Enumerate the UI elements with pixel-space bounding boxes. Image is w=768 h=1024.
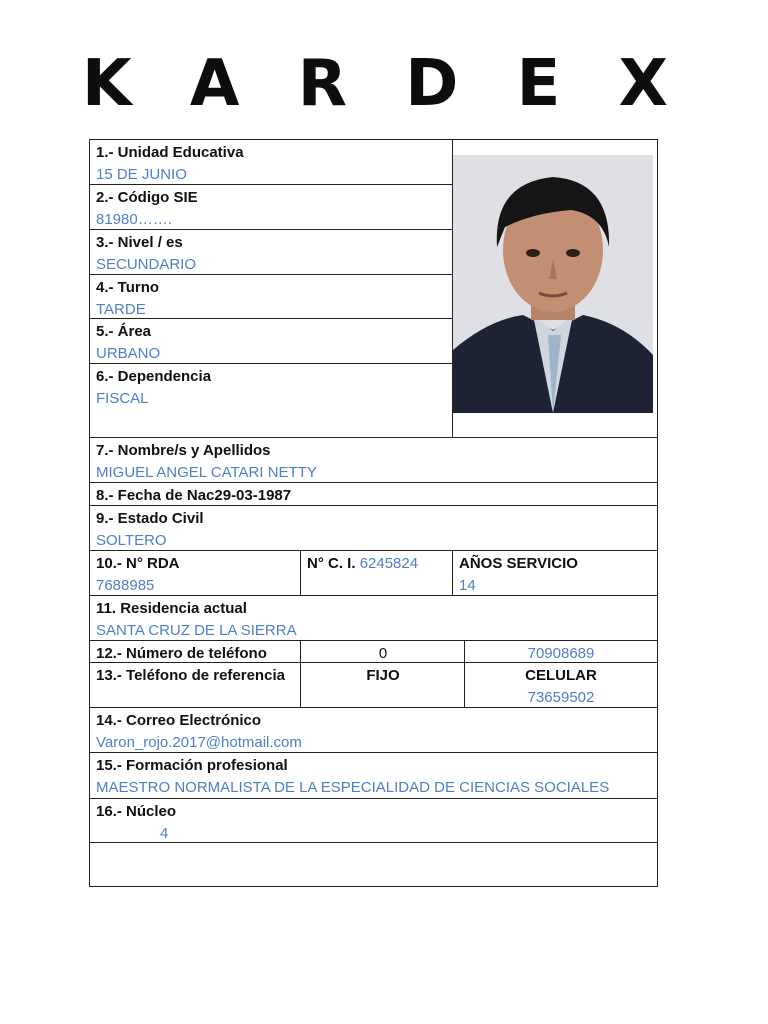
dependencia	[90, 364, 453, 410]
ci	[301, 551, 453, 575]
nucleo-label: 16.- Núcleo	[96, 803, 177, 820]
fijo-label: FIJO	[366, 667, 400, 684]
turno-value: TARDE	[96, 301, 146, 318]
turno-label: 4.- Turno	[96, 279, 160, 296]
telefono-label: 12.- Número de teléfono	[96, 645, 267, 662]
rda-label: 10.- N° RDA	[96, 555, 180, 572]
nivel-value: SECUNDARIO	[96, 256, 197, 273]
referencia-label: 13.- Teléfono de referencia	[96, 667, 285, 684]
telefono-value2: 70908689	[527, 645, 595, 662]
page-title: K A R D E X	[82, 47, 686, 121]
anios-label: AÑOS SERVICIO	[459, 555, 578, 572]
kardex-form	[89, 139, 658, 887]
nucleo	[90, 799, 657, 845]
telefono-value1: 0	[378, 645, 388, 662]
celular-label: CELULAR	[525, 667, 597, 684]
anios-servicio	[453, 551, 657, 597]
residencia	[90, 596, 657, 642]
formacion-label: 15.- Formación profesional	[96, 757, 288, 774]
referencia-celular	[465, 663, 657, 709]
rda-value: 7688985	[96, 577, 155, 594]
unidad-label: 1.- Unidad Educativa	[96, 144, 244, 161]
empty-row	[90, 843, 657, 886]
ci-value: 6245824	[359, 555, 419, 572]
nucleo-value: 4	[160, 825, 169, 842]
area	[90, 319, 453, 365]
rda	[90, 551, 301, 597]
area-value: URBANO	[96, 345, 161, 362]
ci-label: N° C. I.	[307, 555, 356, 572]
codigo-sie	[90, 185, 453, 231]
unidad-value: 15 DE JUNIO	[96, 166, 187, 183]
dependencia-label: 6.- Dependencia	[96, 368, 212, 385]
nivel	[90, 230, 453, 276]
referencia	[90, 663, 301, 687]
estado-civil	[90, 506, 657, 552]
referencia-fijo	[301, 663, 465, 687]
residencia-label: 11. Residencia actual	[96, 600, 247, 617]
nombre	[90, 438, 657, 484]
fecha-label: 8.- Fecha de Nac29-03-1987	[96, 487, 292, 504]
dependencia-value: FISCAL	[96, 390, 149, 407]
formacion-value: MAESTRO NORMALISTA DE LA ESPECIALIDAD DE CIENCIAS SOCIALES	[96, 779, 610, 796]
estado-value: SOLTERO	[96, 532, 167, 549]
estado-label: 9.- Estado Civil	[96, 510, 204, 527]
fecha-nacimiento	[90, 483, 657, 507]
correo	[90, 708, 657, 754]
person-photo-icon	[453, 155, 653, 413]
correo-label: 14.- Correo Electrónico	[96, 712, 262, 729]
celular-value: 73659502	[527, 689, 595, 706]
anios-value: 14	[459, 577, 476, 594]
residencia-value: SANTA CRUZ DE LA SIERRA	[96, 622, 297, 639]
nombre-value: MIGUEL ANGEL CATARI NETTY	[96, 464, 317, 481]
correo-value: Varon_rojo.2017@hotmail.com	[96, 734, 302, 751]
formacion	[90, 753, 657, 799]
sie-value: 81980…….	[96, 211, 172, 228]
unidad-educativa	[90, 140, 453, 186]
turno	[90, 275, 453, 321]
sie-label: 2.- Código SIE	[96, 189, 198, 206]
nivel-label: 3.- Nivel / es	[96, 234, 183, 251]
profile-photo	[453, 155, 653, 413]
area-label: 5.- Área	[96, 323, 152, 340]
nombre-label: 7.- Nombre/s y Apellidos	[96, 442, 271, 459]
